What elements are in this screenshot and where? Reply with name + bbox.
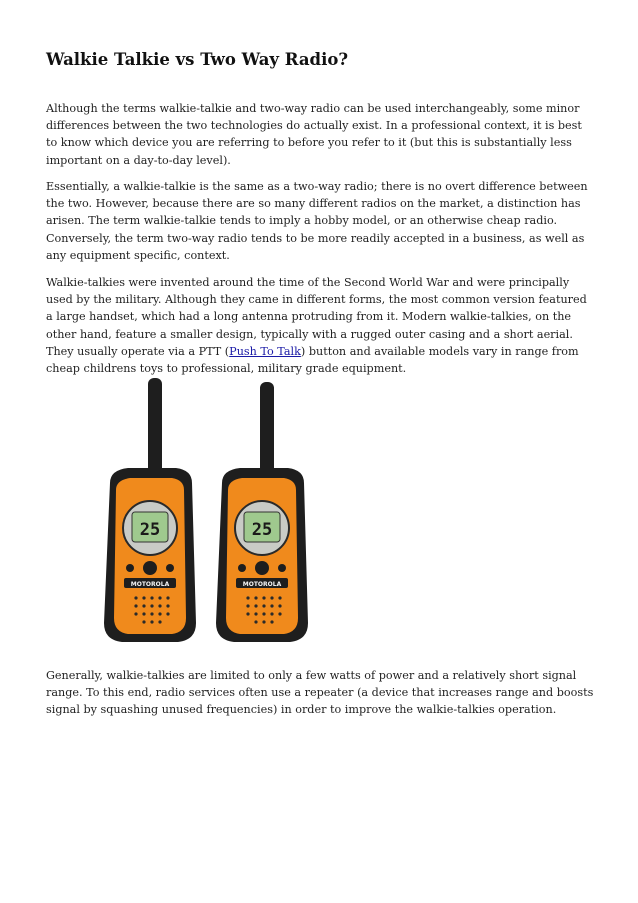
lcd-display-right: 25 — [251, 520, 273, 540]
brand-label-left: MOTOROLA — [130, 581, 170, 588]
history-text-after: ) button and available models vary in range from cheap childrens toys to professional, military grade equipment. — [46, 344, 579, 376]
walkie-talkie-right — [216, 382, 308, 642]
history-text-before: Walkie-talkies were invented around the time of the Second World War and were principally used by the military. Although they came in different forms, the most common version featured a large handset, which had a long antenna protruding from it. Modern walkie-talkies, on the other hand, feature a smaller design, typically with a rugged outer casing and a short aerial. They usually operate via a PTT ( — [46, 276, 587, 358]
push-to-talk-link[interactable]: Push To Talk — [229, 344, 301, 358]
paragraph-definition: Essentially, a walkie-talkie is the same as a two-way radio; there is no overt difference between the two. However, because there are so many different radios on the market, a distinction has arisen. The term walkie-talkie tends to imply a hobby model, or an otherwise cheap radio. Conversely, the term two-way radio tends to be more readily accepted in a business, as well as any equipment specific, context. — [46, 180, 588, 262]
brand-label-right: MOTOROLA — [242, 581, 282, 588]
paragraph-history — [46, 274, 594, 377]
walkie-talkie-photo — [88, 378, 328, 648]
lcd-display-left: 25 — [139, 520, 161, 540]
paragraph-range: Generally, walkie-talkies are limited to only a few watts of power and a relatively short signal range. To this end, radio services often use a repeater (a device that increases range and boosts signal by squashing unused frequencies) in order to improve the walkie-talkies operation. — [46, 669, 594, 717]
page-title: Walkie Talkie vs Two Way Radio? — [46, 50, 349, 69]
walkie-talkie-left — [104, 378, 196, 642]
paragraph-intro: Although the terms walkie-talkie and two-way radio can be used interchangeably, some minor differences between the two technologies do actually exist. In a professional context, it is best to know which device you are referring to before you refer to it (but this is substantially less important on a day-to-day level). — [46, 102, 582, 167]
